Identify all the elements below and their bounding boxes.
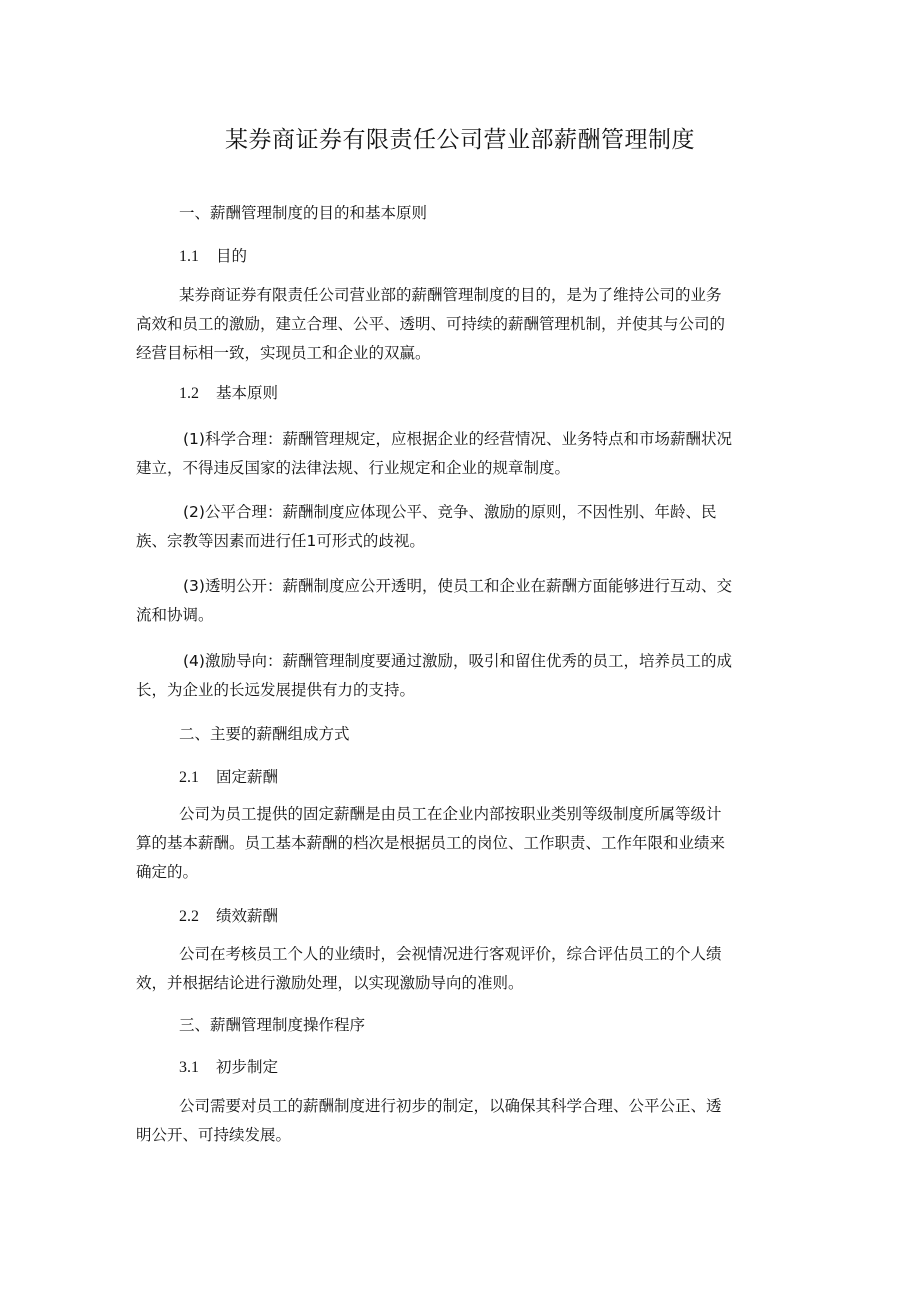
subsection-number: 2.2: [179, 908, 199, 925]
subsection-label: 固定薪酬: [216, 768, 279, 786]
paragraph-initial-formulation: [136, 1092, 786, 1150]
section-3-heading: 三、薪酬管理制度操作程序: [179, 1016, 366, 1034]
paragraph-purpose: [136, 281, 786, 368]
paragraph-line: (2)公平合理：薪酬制度应体现公平、竞争、激励的原则，不因性别、年龄、民: [183, 503, 717, 521]
paragraph-line: 经营目标相一致，实现员工和企业的双赢。: [136, 344, 431, 362]
subsection-number: 2.1: [179, 769, 199, 786]
paragraph-principle-2: [136, 498, 786, 556]
paragraph-fixed-salary: [136, 800, 786, 887]
paragraph-line: 公司在考核员工个人的业绩时，会视情况进行客观评价，综合评估员工的个人绩: [179, 945, 722, 963]
paragraph-line: 族、宗教等因素而进行任1可形式的歧视。: [136, 532, 425, 550]
paragraph-line: 确定的。: [136, 863, 199, 881]
paragraph-line: (1)科学合理：薪酬管理规定，应根据企业的经营情况、业务特点和市场薪酬状况: [183, 430, 732, 448]
subsection-label: 绩效薪酬: [216, 907, 279, 925]
subsection-label: 初步制定: [216, 1058, 279, 1076]
subsection-1-2-heading: [179, 382, 278, 405]
paragraph-principle-3: [136, 572, 786, 630]
paragraph-line: 建立，不得违反国家的法律法规、行业规定和企业的规章制度。: [136, 459, 571, 477]
subsection-number: 3.1: [179, 1059, 199, 1076]
paragraph-line: 明公开、可持续发展。: [136, 1126, 292, 1144]
paragraph-principle-1: [136, 425, 786, 483]
paragraph-line: 某券商证券有限责任公司营业部的薪酬管理制度的目的，是为了维持公司的业务: [179, 286, 722, 304]
paragraph-line: 算的基本薪酬。员工基本薪酬的档次是根据员工的岗位、工作职责、工作年限和业绩来: [136, 834, 726, 852]
paragraph-principle-4: [136, 647, 786, 705]
paragraph-line: 流和协调。: [136, 606, 214, 624]
paragraph-line: (4)激励导向：薪酬管理制度要通过激励，吸引和留住优秀的员工，培养员工的成: [183, 652, 732, 670]
paragraph-line: (3)透明公开：薪酬制度应公开透明，使员工和企业在薪酬方面能够进行互动、交: [183, 577, 732, 595]
subsection-number: 1.2: [179, 385, 199, 402]
paragraph-line: 公司为员工提供的固定薪酬是由员工在企业内部按职业类别等级制度所属等级计: [179, 805, 722, 823]
subsection-label: 基本原则: [216, 384, 279, 402]
paragraph-line: 高效和员工的激励，建立合理、公平、透明、可持续的薪酬管理机制，并使其与公司的: [136, 315, 726, 333]
paragraph-performance-salary: [136, 940, 786, 998]
paragraph-line: 效，并根据结论进行激励处理，以实现激励导向的准则。: [136, 974, 524, 992]
subsection-label: 目的: [216, 247, 248, 265]
subsection-2-1-heading: [179, 766, 278, 789]
paragraph-line: 长，为企业的长远发展提供有力的支持。: [136, 681, 416, 699]
section-1-heading: 一、薪酬管理制度的目的和基本原则: [179, 204, 428, 222]
paragraph-line: 公司需要对员工的薪酬制度进行初步的制定，以确保其科学合理、公平公正、透: [179, 1097, 722, 1115]
subsection-2-2-heading: [179, 905, 278, 928]
section-2-heading: 二、主要的薪酬组成方式: [179, 725, 350, 743]
subsection-number: 1.1: [179, 248, 199, 265]
subsection-3-1-heading: [179, 1056, 278, 1079]
document-title: 某券商证券有限责任公司营业部薪酬管理制度: [225, 127, 695, 153]
subsection-1-1-heading: [179, 245, 247, 268]
